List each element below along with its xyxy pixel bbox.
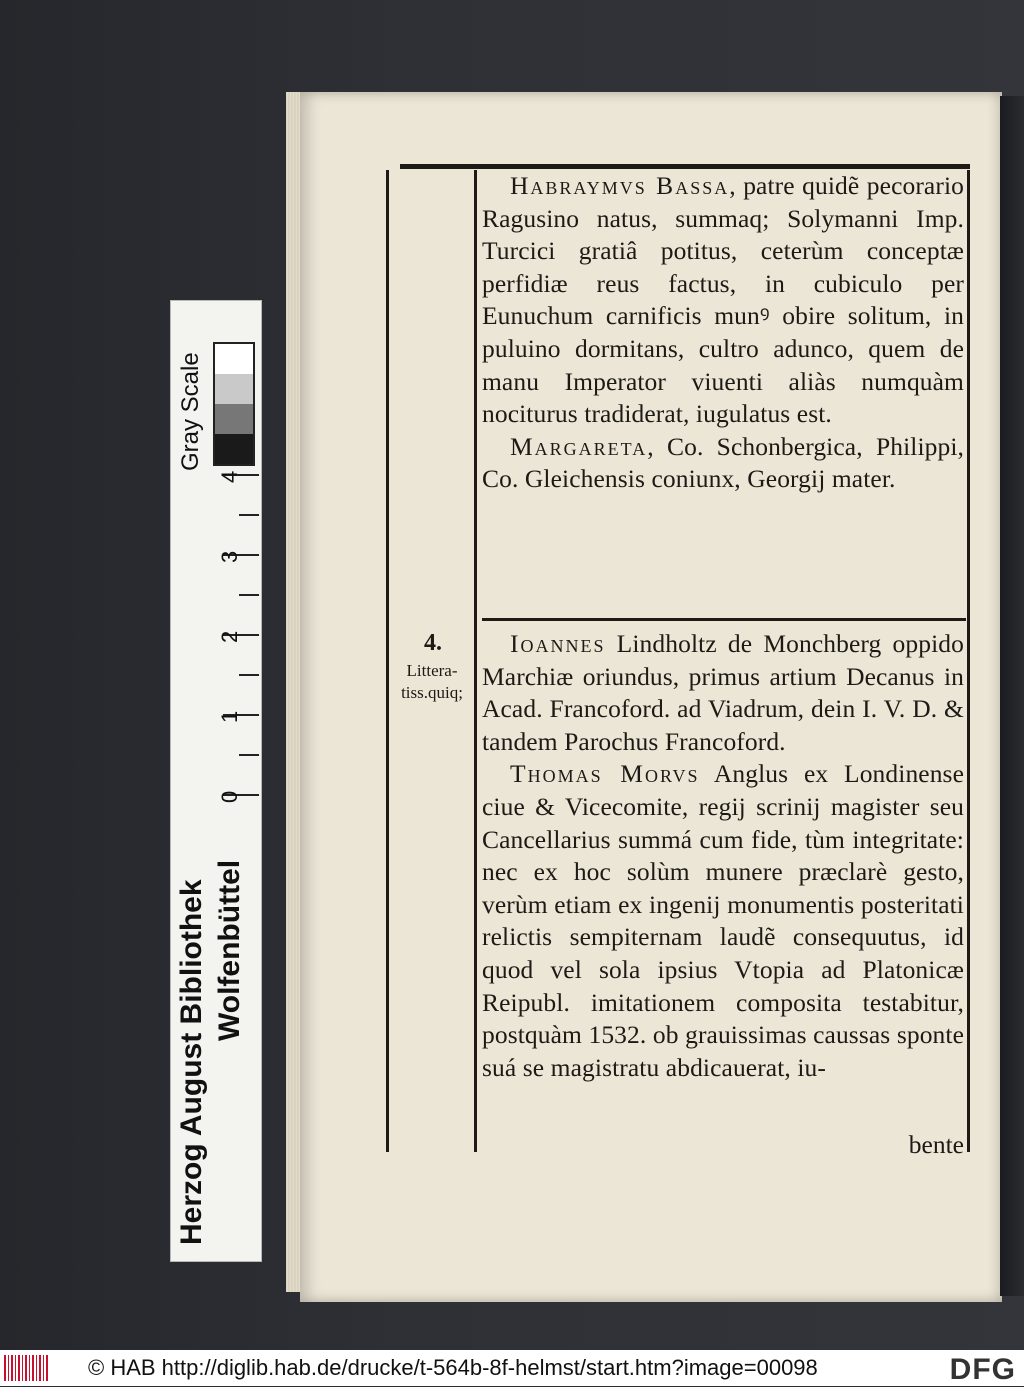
ruler-tick [239,514,259,516]
ruler-number: 2 [217,630,242,643]
right-rule [967,170,970,1152]
entry-habraymus [482,170,964,496]
entry-text: Anglus ex Londinense ciue & Vicecomite, regij scrinij magister seu Cancellarius summá cum fide, tùm integritate: nec ex hoc solùm munere præclarè gesto, verùm etiam ex ingenij monumentis posteritati relictis sempiternam laudẽ consequutus, id quod vel sola ipsius Vtopia ad Platonicæ Reipubl. imitationem composita testabitur, postquàm 1532. ob grauissimas caussas sponte suá se magistratu abdicauerat, iu- [482,759,964,1082]
catchword: bente [908,1130,964,1159]
dfg-logo: DFG [949,1353,1016,1386]
gray-swatch [215,404,253,434]
gray-swatch [215,374,253,404]
entry-name: Thomas Morvs [510,759,700,789]
ruler-number: 3 [217,550,242,563]
entry-name: Ioannes [510,629,606,658]
ruler-library-name: Herzog August Bibliothek [175,879,208,1245]
margin-note-line: Littera- [406,661,458,680]
gray-swatch [215,344,253,374]
entry-text: Lindholtz de Monchberg oppido Marchiæ oriundus, primus artium Decanus in Acad. Francoford. ad Viadrum, dein I. V. D. & tandem Parochus Francoford. [482,629,964,756]
ruler-tick [239,674,259,676]
ruler-tick [239,754,259,756]
binding-shadow [1000,96,1024,1296]
viewer-footer [0,1350,1024,1386]
gray-scale-swatches [213,342,255,466]
section-divider [482,618,966,621]
section-number: 4. [424,630,442,656]
entry-text: , patre quidẽ pecorario Ragusino natus, summaq; Solymanni Imp. Turcici gratiâ potitus, ceterùm conceptæ perfidiæ reus factus, in cubiculo per Eunuchum carnificis munꝰ obire solitum, in puluino dormitans, cultro adunco, quem de manu Imperator viuenti aliàs numquàm nociturus tradiderat, iugulatus est. [482,171,964,429]
ruler-number: 1 [217,710,242,723]
entry-ioannes [482,628,964,1084]
entry-name: Habraymvs Bassa [510,171,730,200]
ruler-library-city: Wolfenbüttel [213,859,246,1041]
margin-note [388,660,476,704]
gray-scale-label: Gray Scale [177,352,204,471]
ruler-number: 0 [217,790,242,803]
gray-swatch [215,434,253,464]
scale-ruler [170,300,262,1262]
ruler-number: 4 [217,470,242,483]
entry-name: Margareta [510,431,648,461]
copyright-link[interactable]: © HAB http://diglib.hab.de/drucke/t-564b-8f-helmst/start.htm?image=00098 [88,1355,818,1380]
top-rule [400,164,970,169]
margin-note-line: tiss.quiq; [401,683,463,702]
entry-text: , Co. Schonbergica, Philippi, Co. Gleichensis coniunx, Georgij mater. [482,431,964,494]
ruler-tick [239,594,259,596]
hab-logo-icon [4,1355,50,1381]
